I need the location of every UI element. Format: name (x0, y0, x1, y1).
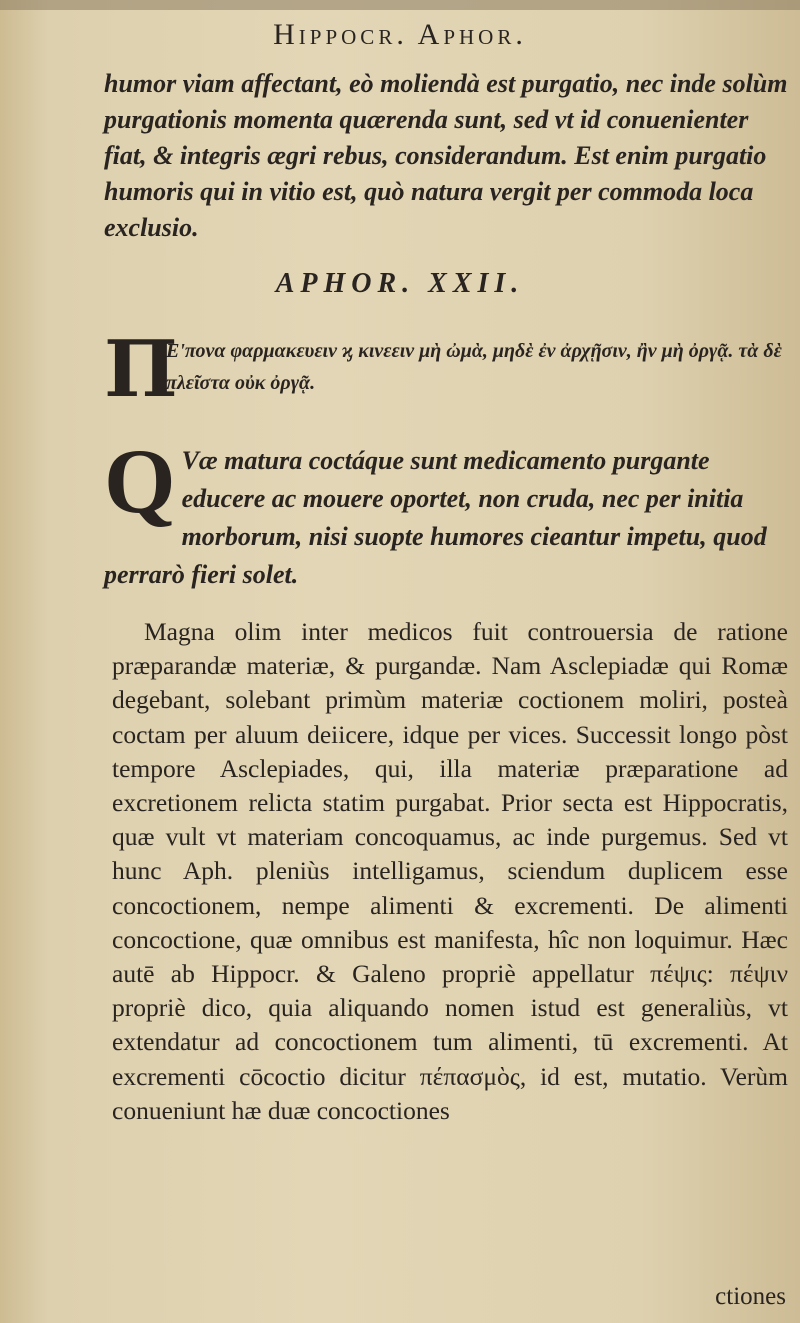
latin-aphorism (104, 430, 794, 594)
catchword: ctiones (715, 1283, 786, 1310)
greek-aphorism (104, 324, 794, 415)
aphorism-title: APHOR. XXII. (275, 268, 525, 299)
running-head: Hippocr. Aphor. (273, 18, 527, 51)
page-edge-stain (0, 0, 800, 10)
greek-text: Ε'πονα φαρμακευειν ϗ κινεειν μὴ ὠμὰ, μηδὲ ἐν ἀρχῇσιν, ἢν μὴ ὀργᾷ. τὰ δὲ πλεῖστα οὐκ ὀργᾷ. (166, 340, 782, 394)
greek-drop-cap: Π (104, 324, 178, 415)
latin-drop-cap: Q (104, 430, 176, 532)
latin-text: Væ matura coctáque sunt medicamento purgante educere ac mouere oportet, non cruda, nec per initia morborum, nisi suopte humores cieantur impetu, quod perrarò fieri solet. (104, 446, 767, 589)
intro-paragraph: humor viam affectant, eò moliendà est purgatio, nec inde solùm purgationis momenta quærenda sunt, sed vt id conuenienter fiat, & integris ægri rebus, considerandum. Est enim purgatio humoris qui in vitio est, quò natura vergit per commoda loca exclusio. (104, 69, 788, 242)
commentary (112, 615, 788, 1128)
commentary-paragraph: Magna olim inter medicos fuit controuersia de ratione præparandæ materiæ, & purgandæ. Nam Asclepiadæ qui Romæ degebant, solebant primùm materiæ coctionem moliri, posteà coctam per aluum deiicere, idque per vices. Successit longo pòst tempore Asclepiades, qui, illa materiæ præparatione ad excretionem relicta statim purgabat. Prior secta est Hippocratis, quæ vult vt materiam concoquamus, ac inde purgemus. Sed vt hunc Aph. pleniùs intelligamus, sciendum duplicem esse concoctionem, nempe alimenti & excrementi. De alimenti concoctione, quæ omnibus est manifesta, hîc non loquimur. Hæc autē ab Hippocr. & Galeno propriè appellatur πέψις: πέψιν propriè dico, quia aliquando nomen istud est generaliùs, vt extendatur ad concoctionem tum alimenti, tū excrementi. At excrementi cōcoctio dicitur πέπασμὸς, id est, mutatio. Verùm conueniunt hæ duæ concoctiones (112, 617, 788, 1125)
